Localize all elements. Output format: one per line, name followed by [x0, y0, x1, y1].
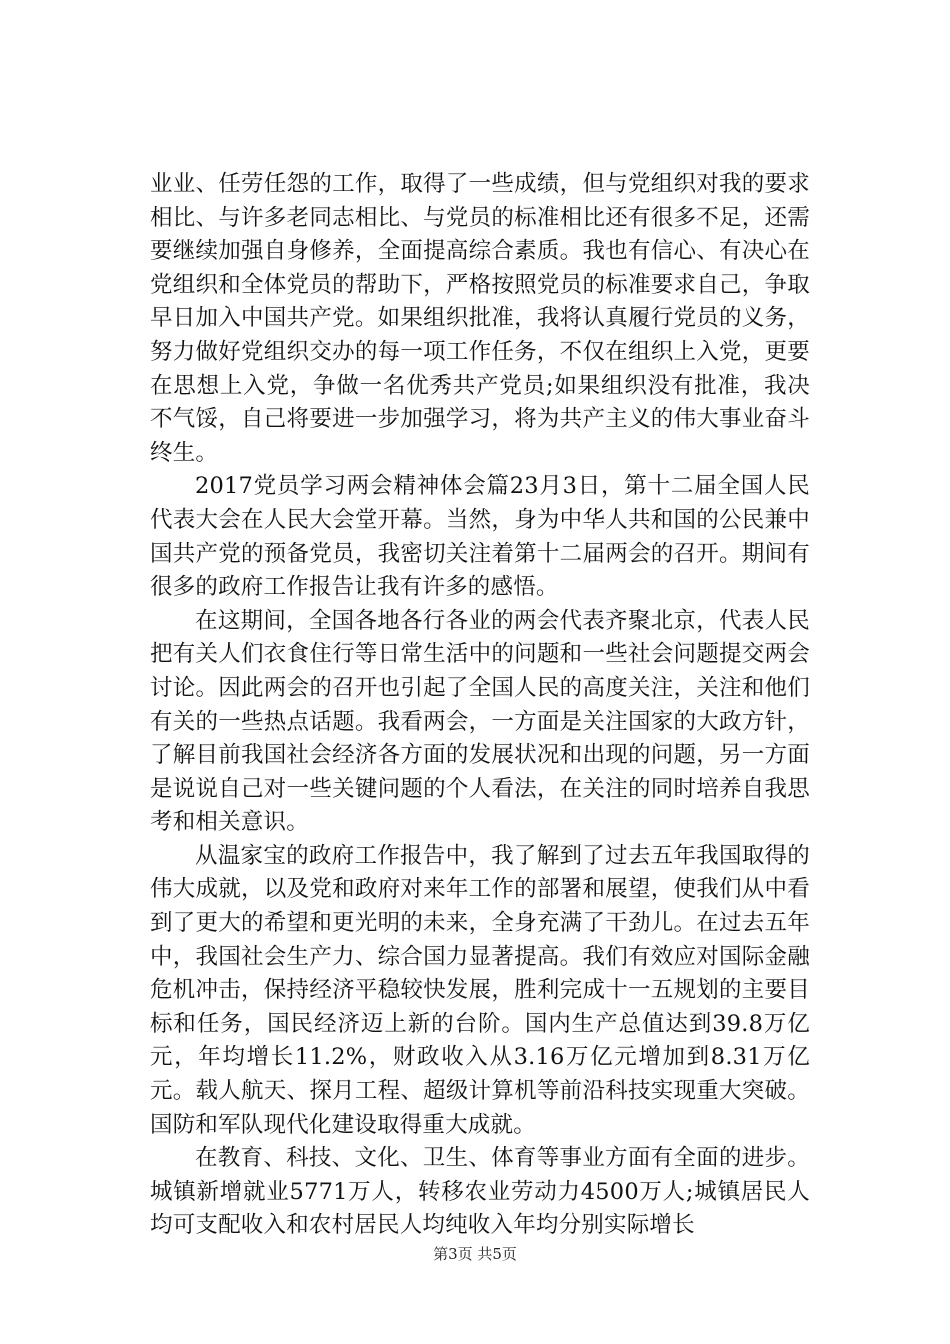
paragraph-two-sessions-intro: 2017党员学习两会精神体会篇23月3日，第十二届全国人民代表大会在人民大会堂开幕。当然，身为中华人共和国的公民兼中国共产党的预备党员，我密切关注着第十二届两会的召开。期间有很多的政府工作报告让我有许多的感悟。	[150, 473, 810, 601]
paragraph-representatives: 在这期间，全国各地各行各业的两会代表齐聚北京，代表人民把有关人们衣食住行等日常生活中的问题和一些社会问题提交两会讨论。因此两会的召开也引起了全国人民的高度关注，关注和他们有关的一些热点话题。我看两会，一方面是关注国家的大政方针，了解目前我国社会经济各方面的发展状况和出现的问题，另一方面是说说自己对一些关键问题的个人看法，在关注的同时培养自我思考和相关意识。	[150, 607, 810, 836]
body-text	[150, 168, 810, 1243]
page-number-label: 第3页 共5页	[433, 1245, 517, 1263]
paragraph-continuation: 业业、任劳任怨的工作，取得了一些成绩，但与党组织对我的要求相比、与许多老同志相比、与党员的标准相比还有很多不足，还需要继续加强自身修养，全面提高综合素质。我也有信心、有决心在党组织和全体党员的帮助下，严格按照党员的标准要求自己，争取早日加入中国共产党。如果组织批准，我将认真履行党员的义务，努力做好党组织交办的每一项工作任务，不仅在组织上入党，更要在思想上入党，争做一名优秀共产党员;如果组织没有批准，我决不气馁，自己将要进一步加强学习，将为共产主义的伟大事业奋斗终生。	[150, 171, 810, 466]
page-footer	[0, 1244, 950, 1264]
paragraph-government-report: 从温家宝的政府工作报告中，我了解到了过去五年我国取得的伟大成就，以及党和政府对来年工作的部署和展望，使我们从中看到了更大的希望和更光明的未来，全身充满了干劲儿。在过去五年中，我国社会生产力、综合国力显著提高。我们有效应对国际金融危机冲击，保持经济平稳较快发展，胜利完成十一五规划的主要目标和任务，国民经济迈上新的台阶。国内生产总值达到39.8万亿元，年均增长11.2%，财政收入从3.16万亿元增加到8.31万亿元。载人航天、探月工程、超级计算机等前沿科技实现重大突破。国防和军队现代化建设取得重大成就。	[150, 842, 810, 1138]
paragraph-education-employment: 在教育、科技、文化、卫生、体育等事业方面有全面的进步。城镇新增就业5771万人，转移农业劳动力4500万人;城镇居民人均可支配收入和农村居民人均纯收入年均分别实际增长	[150, 1145, 810, 1239]
